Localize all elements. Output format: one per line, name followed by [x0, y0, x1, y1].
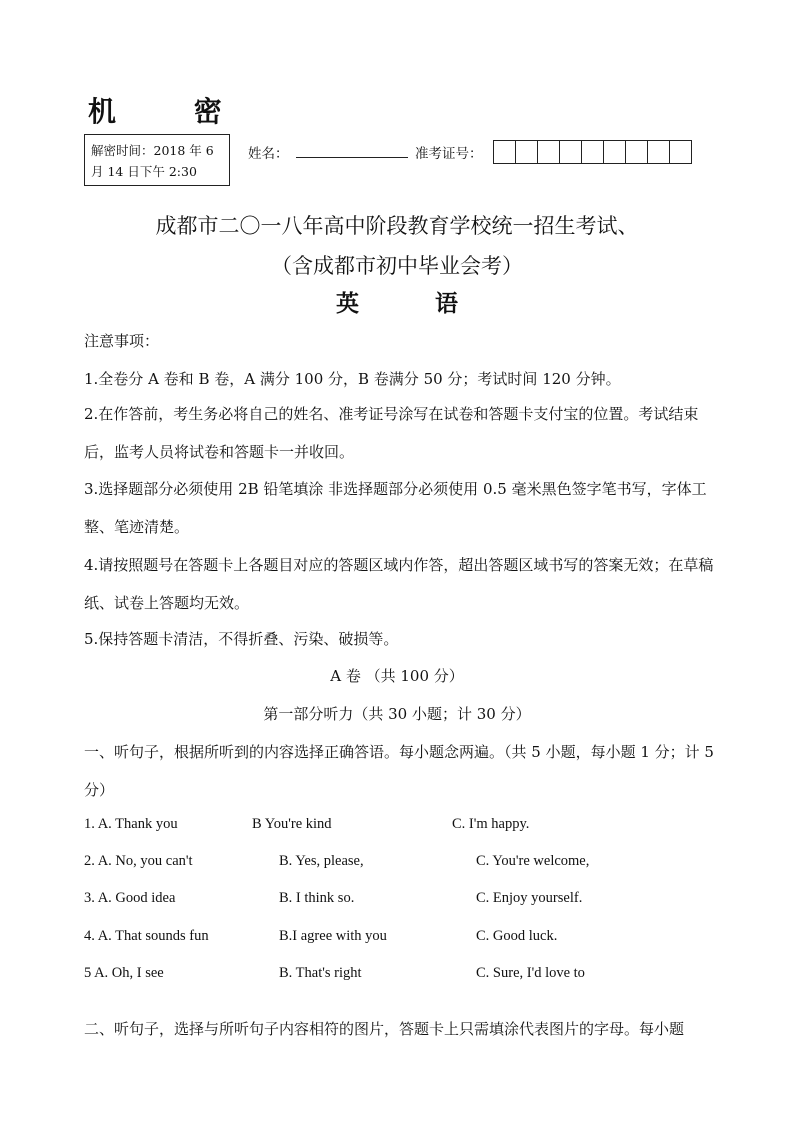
option-a: 5 A. Oh, I see	[84, 965, 164, 981]
option-b: B.I agree with you	[279, 928, 387, 944]
option-c: C. Enjoy yourself.	[476, 890, 583, 906]
option-b: B. That's right	[279, 965, 362, 981]
note-item-5: 5.保持答题卡清洁，不得折叠、污染、破损等。	[84, 630, 399, 648]
name-label: 姓名：	[248, 146, 289, 162]
exam-title: 成都市二〇一八年高中阶段教育学校统一招生考试、	[155, 214, 639, 238]
exam-id-box[interactable]	[560, 141, 582, 163]
option-c: C. I'm happy.	[452, 816, 530, 832]
question-group-1-instruction: 一、听句子，根据所听到的内容选择正确答语。每小题念两遍。（共 5 小题，每小题 1 分；计 5 分）	[84, 743, 714, 799]
exam-id-box[interactable]	[516, 141, 538, 163]
declassify-time-box: 解密时间：2018 年 6 月 14 日下午 2:30	[84, 134, 230, 186]
name-field[interactable]	[296, 157, 408, 158]
exam-subtitle: （含成都市初中毕业会考）	[271, 254, 523, 278]
option-c: C. You're welcome,	[476, 853, 590, 869]
note-item-4: 4.请按照题号在答题卡上各题目对应的答题区域内作答，超出答题区域书写的答案无效；在草稿纸、试卷上答题均无效。	[84, 556, 714, 612]
option-b: B. Yes, please,	[279, 853, 364, 869]
question-row	[84, 928, 724, 950]
option-c: C. Sure, I'd love to	[476, 965, 585, 981]
option-b: B. I think so.	[279, 890, 355, 906]
exam-id-box[interactable]	[582, 141, 604, 163]
question-row	[84, 890, 724, 912]
question-group-2-instruction: 二、听句子，选择与所听句子内容相符的图片，答题卡上只需填涂代表图片的字母。每小题	[84, 1020, 685, 1038]
option-a: 2. A. No, you can't	[84, 853, 193, 869]
question-row	[84, 965, 724, 987]
note-item-1: 1.全卷分 A 卷和 B 卷，A 满分 100 分，B 卷满分 50 分；考试时间 120 分钟。	[84, 370, 621, 388]
note-item-2: 2.在作答前，考生务必将自己的姓名、准考证号涂写在试卷和答题卡支付宝的位置。考试结束后，监考人员将试卷和答题卡一并收回。	[84, 405, 699, 461]
question-row	[84, 816, 724, 838]
option-c: C. Good luck.	[476, 928, 558, 944]
part1-heading: 第一部分听力（共 30 小题；计 30 分）	[263, 705, 531, 723]
exam-id-box[interactable]	[648, 141, 670, 163]
section-a-heading: A 卷 （共 100 分）	[330, 667, 464, 685]
subject-title: 英 语	[335, 290, 492, 317]
notes-heading: 注意事项：	[84, 332, 160, 350]
option-a: 1. A. Thank you	[84, 816, 178, 832]
exam-id-label: 准考证号：	[415, 146, 483, 162]
option-b: B You're kind	[252, 816, 332, 832]
secret-label: 机 密	[88, 95, 256, 128]
exam-id-box[interactable]	[670, 141, 692, 163]
exam-id-boxes[interactable]	[493, 140, 692, 164]
exam-id-box[interactable]	[494, 141, 516, 163]
exam-id-box[interactable]	[538, 141, 560, 163]
option-a: 4. A. That sounds fun	[84, 928, 209, 944]
exam-id-box[interactable]	[626, 141, 648, 163]
question-row	[84, 853, 724, 875]
exam-id-box[interactable]	[604, 141, 626, 163]
option-a: 3. A. Good idea	[84, 890, 176, 906]
note-item-3: 3.选择题部分必须使用 2B 铅笔填涂 非选择题部分必须使用 0.5 毫米黑色签字笔书写，字体工整、笔迹清楚。	[84, 480, 707, 536]
